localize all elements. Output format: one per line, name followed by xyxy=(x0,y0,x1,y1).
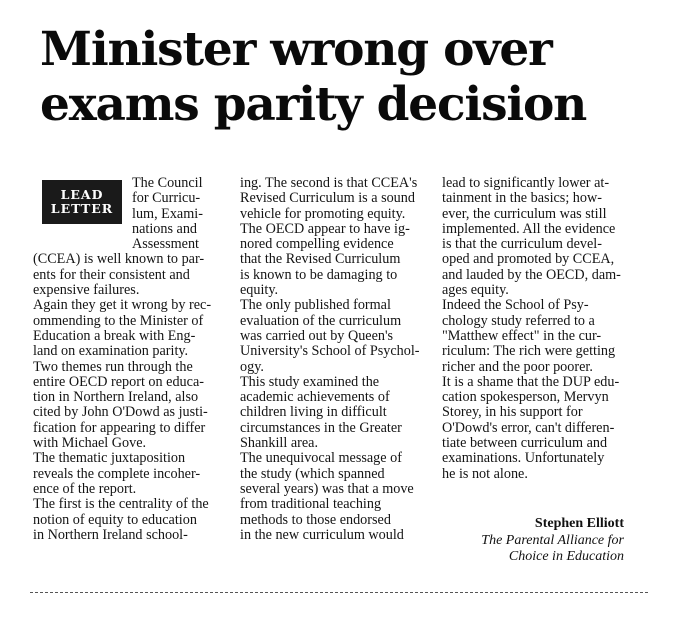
text-line: with Michael Gove. xyxy=(33,435,147,452)
text-line: ing. The second is that CCEA's xyxy=(240,175,418,191)
text-line: It is a shame that the DUP edu- xyxy=(442,373,620,390)
text-line: ogy. xyxy=(240,358,264,375)
text-line: O'Dowd's error, can't differen- xyxy=(442,419,615,436)
signature-name: Stephen Elliott xyxy=(534,516,624,531)
text-line: lead to significantly lower at- xyxy=(442,175,610,191)
text-line: land on examination parity. xyxy=(33,343,189,360)
signature-organisation xyxy=(442,533,624,565)
text-line: and lauded by the OECD, dam- xyxy=(442,266,621,283)
text-line: equity. xyxy=(240,282,279,299)
text-line: entire OECD report on educa- xyxy=(33,373,204,390)
text-line: Shankill area. xyxy=(240,435,319,452)
column-1 xyxy=(33,176,228,543)
text-line: in the new curriculum would xyxy=(240,526,404,543)
text-line: was carried out by Queen's xyxy=(240,327,394,344)
headline xyxy=(40,22,660,132)
text-line: tion in Northern Ireland, also xyxy=(33,389,199,406)
text-line: circumstances in the Greater xyxy=(240,419,402,436)
text-line: is known to be damaging to xyxy=(240,266,398,283)
headline-line-2: exams parity decision xyxy=(40,77,587,132)
signature-org-line-1: The Parental Alliance for xyxy=(481,533,624,548)
text-line: the study (which spanned xyxy=(240,465,385,482)
text-line: The first is the centrality of the xyxy=(33,496,209,513)
text-line: The unequivocal message of xyxy=(240,450,402,467)
text-line: The thematic juxtaposition xyxy=(33,450,186,467)
text-line: children living in difficult xyxy=(240,404,387,421)
text-line: from traditional teaching xyxy=(240,496,382,513)
badge-line-1: LEAD xyxy=(60,187,104,202)
text-line: expensive failures. xyxy=(33,282,140,299)
text-line: chology study referred to a xyxy=(442,312,595,329)
column-3 xyxy=(442,176,632,482)
text-line: notion of equity to education xyxy=(33,511,197,528)
text-line: cited by John O'Dowd as justi- xyxy=(33,404,208,421)
text-line: ages equity. xyxy=(442,282,509,299)
text-line: nations and xyxy=(132,220,198,237)
text-line: The OECD appear to have ig- xyxy=(240,220,410,237)
text-line: tainment in the basics; how- xyxy=(442,190,602,207)
text-line: methods to those endorsed xyxy=(240,511,391,528)
column-2 xyxy=(240,176,430,543)
text-line: examinations. Unfortunately xyxy=(442,450,605,467)
text-line: Storey, in his support for xyxy=(442,404,583,421)
text-line: "Matthew effect" in the cur- xyxy=(442,327,602,344)
bottom-rule xyxy=(30,592,648,593)
text-line: cation spokesperson, Mervyn xyxy=(442,389,609,406)
text-line: Indeed the School of Psy- xyxy=(442,297,589,314)
text-line: tiate between curriculum and xyxy=(442,435,608,452)
text-line: fication for appearing to differ xyxy=(33,419,206,436)
text-line: riculum: The rich were getting xyxy=(442,343,616,360)
text-line: implemented. All the evidence xyxy=(442,220,616,237)
text-line: academic achievements of xyxy=(240,389,390,406)
text-line: lum, Exami- xyxy=(132,205,203,222)
text-line: evaluation of the curriculum xyxy=(240,312,402,329)
text-line: The Council xyxy=(132,175,203,191)
text-line: oped and promoted by CCEA, xyxy=(442,251,615,268)
text-line: several years) was that a move xyxy=(240,480,414,497)
text-line: is that the curriculum devel- xyxy=(442,236,602,253)
text-line: he is not alone. xyxy=(442,465,528,482)
text-line: University's School of Psychol- xyxy=(240,343,420,360)
text-line: ever, the curriculum was still xyxy=(442,205,607,222)
signature-org-line-2: Choice in Education xyxy=(508,549,624,564)
text-line: The only published formal xyxy=(240,297,391,314)
text-line: Assessment xyxy=(132,236,199,253)
text-line: Again they get it wrong by rec- xyxy=(33,297,212,314)
text-line: Two themes run through the xyxy=(33,358,193,375)
text-line: ommending to the Minister of xyxy=(33,312,204,329)
text-line: ence of the report. xyxy=(33,480,137,497)
text-line: This study examined the xyxy=(240,373,380,390)
text-line: ents for their consistent and xyxy=(33,266,190,283)
text-line: nored compelling evidence xyxy=(240,236,394,253)
text-line: (CCEA) is well known to par- xyxy=(33,251,205,268)
text-line: vehicle for promoting equity. xyxy=(240,205,406,222)
text-line: Revised Curriculum is a sound xyxy=(240,190,415,207)
text-line: reveals the complete incoher- xyxy=(33,465,201,482)
text-line: richer and the poor poorer. xyxy=(442,358,593,375)
badge-line-2: LETTER xyxy=(50,201,114,216)
text-line: in Northern Ireland school- xyxy=(33,526,188,543)
text-line: that the Revised Curriculum xyxy=(240,251,401,268)
text-line: Education a break with Eng- xyxy=(33,327,196,344)
text-line: for Curricu- xyxy=(132,190,201,207)
headline-line-1: Minister wrong over xyxy=(40,22,552,77)
